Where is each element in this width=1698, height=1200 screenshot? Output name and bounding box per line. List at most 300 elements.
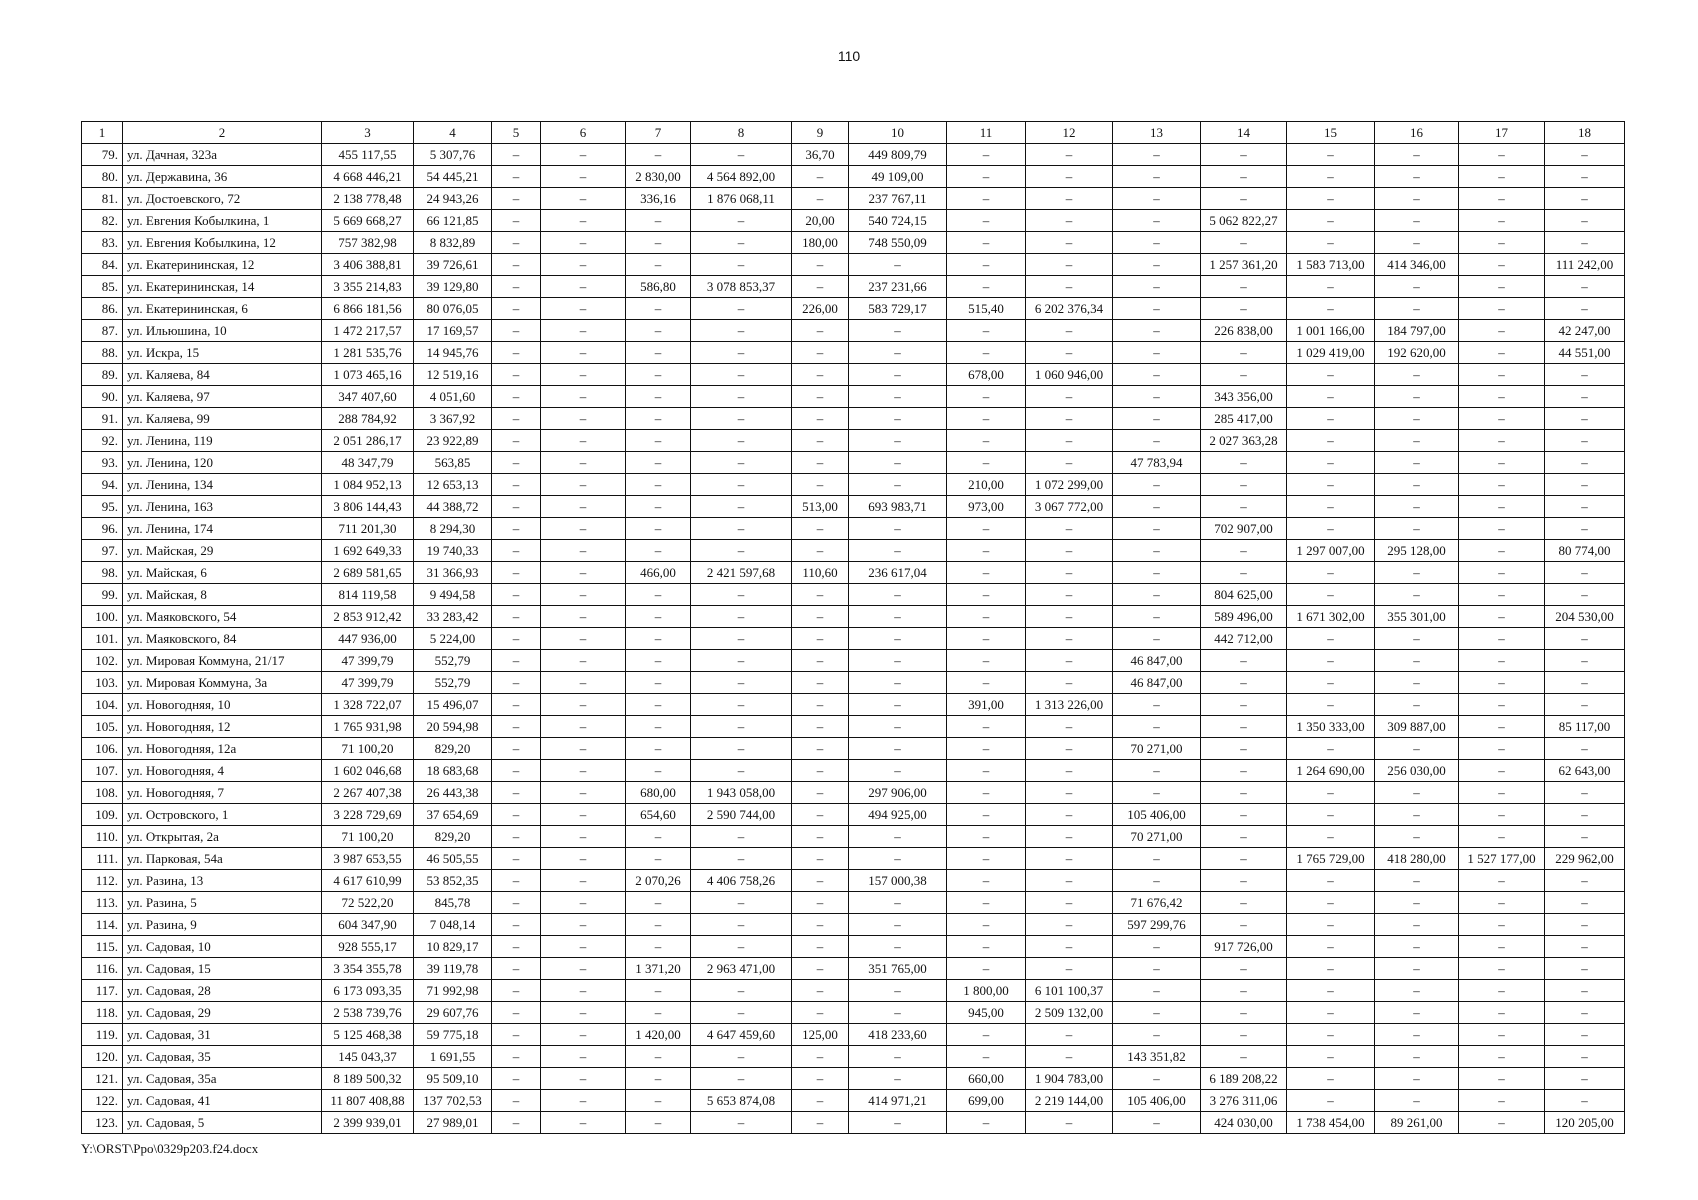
amount-cell: – <box>1375 562 1459 584</box>
amount-cell: – <box>792 694 849 716</box>
amount-cell: – <box>1545 672 1625 694</box>
amount-cell: – <box>1375 1002 1459 1024</box>
amount-cell: – <box>792 980 849 1002</box>
amount-cell: – <box>792 342 849 364</box>
amount-cell: – <box>947 936 1026 958</box>
amount-cell: – <box>626 452 691 474</box>
amount-cell: 1 671 302,00 <box>1287 606 1375 628</box>
amount-cell: 236 617,04 <box>849 562 947 584</box>
amount-cell: – <box>947 430 1026 452</box>
amount-cell: – <box>1375 364 1459 386</box>
amount-cell: – <box>947 518 1026 540</box>
address-cell: ул. Евгения Кобылкина, 1 <box>123 210 322 232</box>
amount-cell: – <box>1375 958 1459 980</box>
amount-cell: – <box>1287 870 1375 892</box>
amount-cell: – <box>492 826 541 848</box>
amount-cell: – <box>1545 826 1625 848</box>
amount-cell: – <box>691 826 792 848</box>
amount-cell: – <box>1026 1046 1113 1068</box>
amount-cell: – <box>626 606 691 628</box>
amount-cell: 14 945,76 <box>414 342 492 364</box>
amount-cell: – <box>1459 650 1545 672</box>
amount-cell: – <box>792 606 849 628</box>
amount-cell: – <box>1459 210 1545 232</box>
amount-cell: – <box>1201 496 1287 518</box>
row-number-cell: 119. <box>82 1024 123 1046</box>
row-number-cell: 118. <box>82 1002 123 1024</box>
column-header: 1 <box>82 122 123 144</box>
amount-cell: 973,00 <box>947 496 1026 518</box>
column-header: 13 <box>1113 122 1201 144</box>
column-header: 17 <box>1459 122 1545 144</box>
table-row <box>82 936 1625 958</box>
amount-cell: – <box>691 430 792 452</box>
amount-cell: – <box>492 782 541 804</box>
address-cell: ул. Майская, 29 <box>123 540 322 562</box>
address-cell: ул. Дачная, 323а <box>123 144 322 166</box>
amount-cell: 3 367,92 <box>414 408 492 430</box>
row-number-cell: 121. <box>82 1068 123 1090</box>
amount-cell: – <box>849 848 947 870</box>
amount-cell: 1 257 361,20 <box>1201 254 1287 276</box>
table-row <box>82 782 1625 804</box>
amount-cell: – <box>626 628 691 650</box>
amount-cell: 44 388,72 <box>414 496 492 518</box>
amount-cell: – <box>691 980 792 1002</box>
amount-cell: – <box>1459 342 1545 364</box>
amount-cell: – <box>1545 650 1625 672</box>
amount-cell: – <box>1459 430 1545 452</box>
table-row <box>82 694 1625 716</box>
amount-cell: – <box>849 452 947 474</box>
column-header: 12 <box>1026 122 1113 144</box>
amount-cell: – <box>626 1112 691 1134</box>
amount-cell: – <box>1459 716 1545 738</box>
amount-cell: – <box>541 166 626 188</box>
amount-cell: 44 551,00 <box>1545 342 1625 364</box>
amount-cell: – <box>1459 980 1545 1002</box>
amount-cell: – <box>1545 628 1625 650</box>
amount-cell: – <box>492 1024 541 1046</box>
table-row <box>82 628 1625 650</box>
amount-cell: – <box>1113 1112 1201 1134</box>
amount-cell: – <box>1026 870 1113 892</box>
amount-cell: 1 328 722,07 <box>322 694 414 716</box>
column-header: 4 <box>414 122 492 144</box>
amount-cell: – <box>947 144 1026 166</box>
address-cell: ул. Ленина, 134 <box>123 474 322 496</box>
amount-cell: 80 774,00 <box>1545 540 1625 562</box>
amount-cell: – <box>626 232 691 254</box>
amount-cell: – <box>1113 166 1201 188</box>
amount-cell: – <box>1545 914 1625 936</box>
amount-cell: – <box>1113 320 1201 342</box>
amount-cell: 23 922,89 <box>414 430 492 452</box>
amount-cell: – <box>541 562 626 584</box>
amount-cell: – <box>1287 496 1375 518</box>
amount-cell: – <box>541 716 626 738</box>
amount-cell: – <box>792 892 849 914</box>
amount-cell: – <box>792 584 849 606</box>
amount-cell: – <box>947 562 1026 584</box>
amount-cell: 42 247,00 <box>1545 320 1625 342</box>
address-cell: ул. Садовая, 31 <box>123 1024 322 1046</box>
amount-cell: – <box>492 496 541 518</box>
amount-cell: 53 852,35 <box>414 870 492 892</box>
table-row <box>82 738 1625 760</box>
amount-cell: 2 399 939,01 <box>322 1112 414 1134</box>
amount-cell: 71 100,20 <box>322 738 414 760</box>
amount-cell: 256 030,00 <box>1375 760 1459 782</box>
amount-cell: – <box>1026 958 1113 980</box>
amount-cell: 39 726,61 <box>414 254 492 276</box>
row-number-cell: 123. <box>82 1112 123 1134</box>
row-number-cell: 100. <box>82 606 123 628</box>
amount-cell: – <box>947 584 1026 606</box>
amount-cell: 8 294,30 <box>414 518 492 540</box>
amount-cell: 226 838,00 <box>1201 320 1287 342</box>
amount-cell: – <box>691 914 792 936</box>
amount-cell: 1 281 535,76 <box>322 342 414 364</box>
amount-cell: – <box>849 1046 947 1068</box>
amount-cell: – <box>947 650 1026 672</box>
amount-cell: 1 765 729,00 <box>1287 848 1375 870</box>
address-cell: ул. Майская, 8 <box>123 584 322 606</box>
amount-cell: – <box>1545 144 1625 166</box>
amount-cell: 3 276 311,06 <box>1201 1090 1287 1112</box>
amount-cell: – <box>626 386 691 408</box>
amount-cell: – <box>947 276 1026 298</box>
amount-cell: 466,00 <box>626 562 691 584</box>
amount-cell: – <box>1026 826 1113 848</box>
amount-cell: – <box>947 1024 1026 1046</box>
address-cell: ул. Маяковского, 54 <box>123 606 322 628</box>
amount-cell: – <box>1287 276 1375 298</box>
amount-cell: – <box>1026 760 1113 782</box>
amount-cell: – <box>1201 848 1287 870</box>
address-cell: ул. Разина, 13 <box>123 870 322 892</box>
amount-cell: – <box>541 364 626 386</box>
amount-cell: – <box>1113 386 1201 408</box>
amount-cell: – <box>541 782 626 804</box>
amount-cell: 1 800,00 <box>947 980 1026 1002</box>
table-row <box>82 540 1625 562</box>
amount-cell: – <box>1545 496 1625 518</box>
amount-cell: – <box>492 540 541 562</box>
amount-cell: – <box>1459 584 1545 606</box>
amount-cell: – <box>792 804 849 826</box>
amount-cell: – <box>792 188 849 210</box>
amount-cell: – <box>691 210 792 232</box>
amount-cell: – <box>1375 452 1459 474</box>
amount-cell: – <box>1113 408 1201 430</box>
amount-cell: – <box>626 430 691 452</box>
amount-cell: 110,60 <box>792 562 849 584</box>
address-cell: ул. Ильюшина, 10 <box>123 320 322 342</box>
amount-cell: – <box>1545 1046 1625 1068</box>
amount-cell: – <box>691 298 792 320</box>
amount-cell: – <box>1375 474 1459 496</box>
amount-cell: 3 228 729,69 <box>322 804 414 826</box>
amount-cell: – <box>1026 518 1113 540</box>
amount-cell: 845,78 <box>414 892 492 914</box>
amount-cell: – <box>1026 320 1113 342</box>
footer-file-path: Y:\ORST\Ppo\0329p203.f24.docx <box>81 1141 259 1156</box>
amount-cell: – <box>691 452 792 474</box>
table-row <box>82 232 1625 254</box>
row-number-cell: 93. <box>82 452 123 474</box>
amount-cell: – <box>1026 166 1113 188</box>
amount-cell: 391,00 <box>947 694 1026 716</box>
amount-cell: 288 784,92 <box>322 408 414 430</box>
row-number-cell: 103. <box>82 672 123 694</box>
amount-cell: – <box>1113 936 1201 958</box>
amount-cell: – <box>492 342 541 364</box>
address-cell: ул. Екатерининская, 14 <box>123 276 322 298</box>
amount-cell: – <box>626 342 691 364</box>
amount-cell: – <box>792 628 849 650</box>
amount-cell: – <box>691 474 792 496</box>
amount-cell: – <box>792 672 849 694</box>
row-number-cell: 84. <box>82 254 123 276</box>
amount-cell: – <box>1545 386 1625 408</box>
table-row <box>82 980 1625 1002</box>
amount-cell: 3 987 653,55 <box>322 848 414 870</box>
column-header: 14 <box>1201 122 1287 144</box>
amount-cell: – <box>626 1046 691 1068</box>
amount-cell: – <box>947 540 1026 562</box>
amount-cell: – <box>1459 826 1545 848</box>
row-number-cell: 101. <box>82 628 123 650</box>
amount-cell: 1 472 217,57 <box>322 320 414 342</box>
amount-cell: 515,40 <box>947 298 1026 320</box>
amount-cell: 72 522,20 <box>322 892 414 914</box>
amount-cell: – <box>1113 958 1201 980</box>
address-cell: ул. Каляева, 99 <box>123 408 322 430</box>
amount-cell: – <box>492 144 541 166</box>
row-number-cell: 98. <box>82 562 123 584</box>
amount-cell: – <box>1026 936 1113 958</box>
amount-cell: – <box>1113 628 1201 650</box>
amount-cell: – <box>492 606 541 628</box>
amount-cell: – <box>691 716 792 738</box>
amount-cell: – <box>1113 1002 1201 1024</box>
amount-cell: – <box>947 342 1026 364</box>
row-number-cell: 92. <box>82 430 123 452</box>
amount-cell: – <box>1287 430 1375 452</box>
amount-cell: – <box>1375 188 1459 210</box>
row-number-cell: 115. <box>82 936 123 958</box>
column-header: 18 <box>1545 122 1625 144</box>
amount-cell: – <box>1375 408 1459 430</box>
amount-cell: – <box>792 364 849 386</box>
amount-cell: – <box>541 914 626 936</box>
amount-cell: – <box>1026 408 1113 430</box>
amount-cell: – <box>492 628 541 650</box>
table-row <box>82 1024 1625 1046</box>
amount-cell: – <box>691 738 792 760</box>
address-cell: ул. Садовая, 15 <box>123 958 322 980</box>
table-row <box>82 210 1625 232</box>
amount-cell: 1 072 299,00 <box>1026 474 1113 496</box>
amount-cell: – <box>1545 188 1625 210</box>
amount-cell: – <box>492 364 541 386</box>
amount-cell: 125,00 <box>792 1024 849 1046</box>
amount-cell: – <box>1545 804 1625 826</box>
amount-cell: – <box>492 848 541 870</box>
amount-cell: – <box>492 804 541 826</box>
amount-cell: – <box>1459 1068 1545 1090</box>
amount-cell: 586,80 <box>626 276 691 298</box>
amount-cell: 1 692 649,33 <box>322 540 414 562</box>
address-cell: ул. Новогодняя, 4 <box>123 760 322 782</box>
row-number-cell: 114. <box>82 914 123 936</box>
amount-cell: 111 242,00 <box>1545 254 1625 276</box>
amount-cell: – <box>1287 1046 1375 1068</box>
row-number-cell: 80. <box>82 166 123 188</box>
amount-cell: – <box>541 496 626 518</box>
amount-cell: 3 067 772,00 <box>1026 496 1113 518</box>
table-row <box>82 1112 1625 1134</box>
address-cell: ул. Майская, 6 <box>123 562 322 584</box>
amount-cell: 297 906,00 <box>849 782 947 804</box>
amount-cell: – <box>1459 496 1545 518</box>
amount-cell: – <box>947 826 1026 848</box>
amount-cell: – <box>1201 474 1287 496</box>
amount-cell: 455 117,55 <box>322 144 414 166</box>
amount-cell: 15 496,07 <box>414 694 492 716</box>
table-row <box>82 848 1625 870</box>
table-row <box>82 1002 1625 1024</box>
amount-cell: – <box>1287 562 1375 584</box>
amount-cell: 19 740,33 <box>414 540 492 562</box>
amount-cell: 137 702,53 <box>414 1090 492 1112</box>
amount-cell: 210,00 <box>947 474 1026 496</box>
amount-cell: – <box>691 364 792 386</box>
table-row <box>82 650 1625 672</box>
row-number-cell: 110. <box>82 826 123 848</box>
amount-cell: – <box>541 826 626 848</box>
address-cell: ул. Садовая, 29 <box>123 1002 322 1024</box>
amount-cell: 4 406 758,26 <box>691 870 792 892</box>
amount-cell: – <box>1201 694 1287 716</box>
amount-cell: – <box>1459 958 1545 980</box>
amount-cell: – <box>1459 804 1545 826</box>
amount-cell: – <box>792 1046 849 1068</box>
amount-cell: 513,00 <box>792 496 849 518</box>
amount-cell: 2 538 739,76 <box>322 1002 414 1024</box>
address-cell: ул. Каляева, 97 <box>123 386 322 408</box>
amount-cell: – <box>1545 452 1625 474</box>
amount-cell: – <box>1026 210 1113 232</box>
amount-cell: – <box>849 738 947 760</box>
amount-cell: – <box>792 518 849 540</box>
amount-cell: – <box>849 1068 947 1090</box>
amount-cell: – <box>1287 386 1375 408</box>
amount-cell: – <box>1201 1002 1287 1024</box>
row-number-cell: 116. <box>82 958 123 980</box>
amount-cell: – <box>1287 364 1375 386</box>
amount-cell: 552,79 <box>414 650 492 672</box>
amount-cell: – <box>849 606 947 628</box>
table-row <box>82 760 1625 782</box>
amount-cell: 1 602 046,68 <box>322 760 414 782</box>
amount-cell: – <box>626 672 691 694</box>
amount-cell: – <box>1459 936 1545 958</box>
amount-cell: – <box>541 848 626 870</box>
amount-cell: 1 264 690,00 <box>1287 760 1375 782</box>
address-cell: ул. Открытая, 2а <box>123 826 322 848</box>
amount-cell: – <box>849 342 947 364</box>
amount-cell: – <box>492 936 541 958</box>
amount-cell: – <box>1201 1024 1287 1046</box>
amount-cell: 347 407,60 <box>322 386 414 408</box>
amount-cell: – <box>1375 518 1459 540</box>
column-header: 15 <box>1287 122 1375 144</box>
amount-cell: – <box>1375 1046 1459 1068</box>
row-number-cell: 122. <box>82 1090 123 1112</box>
row-number-cell: 95. <box>82 496 123 518</box>
amount-cell: – <box>1459 1112 1545 1134</box>
amount-cell: – <box>1375 936 1459 958</box>
amount-cell: – <box>1026 914 1113 936</box>
amount-cell: – <box>792 1002 849 1024</box>
amount-cell: – <box>1201 452 1287 474</box>
amount-cell: – <box>947 254 1026 276</box>
amount-cell: – <box>1113 1024 1201 1046</box>
amount-cell: 46 847,00 <box>1113 650 1201 672</box>
amount-cell: 563,85 <box>414 452 492 474</box>
amount-cell: – <box>1287 144 1375 166</box>
amount-cell: – <box>1113 276 1201 298</box>
amount-cell: – <box>626 980 691 1002</box>
amount-cell: 5 307,76 <box>414 144 492 166</box>
amount-cell: – <box>626 826 691 848</box>
address-cell: ул. Ленина, 120 <box>123 452 322 474</box>
amount-cell: 70 271,00 <box>1113 738 1201 760</box>
amount-cell: – <box>1113 782 1201 804</box>
amount-cell: – <box>1026 276 1113 298</box>
amount-cell: – <box>492 716 541 738</box>
amount-cell: 47 783,94 <box>1113 452 1201 474</box>
amount-cell: – <box>541 606 626 628</box>
amount-cell: – <box>1459 1024 1545 1046</box>
address-cell: ул. Мировая Коммуна, 3а <box>123 672 322 694</box>
amount-cell: – <box>947 760 1026 782</box>
amount-cell: 62 643,00 <box>1545 760 1625 782</box>
amount-cell: – <box>1375 650 1459 672</box>
amount-cell: – <box>849 694 947 716</box>
amount-cell: 20,00 <box>792 210 849 232</box>
amount-cell: – <box>1375 1090 1459 1112</box>
amount-cell: – <box>626 496 691 518</box>
amount-cell: 2 590 744,00 <box>691 804 792 826</box>
amount-cell: – <box>947 958 1026 980</box>
amount-cell: 589 496,00 <box>1201 606 1287 628</box>
amount-cell: – <box>1459 760 1545 782</box>
amount-cell: 2 509 132,00 <box>1026 1002 1113 1024</box>
amount-cell: – <box>792 1068 849 1090</box>
amount-cell: – <box>1545 210 1625 232</box>
amount-cell: – <box>691 1112 792 1134</box>
amount-cell: – <box>691 386 792 408</box>
amount-cell: 1 904 783,00 <box>1026 1068 1113 1090</box>
amount-cell: – <box>691 848 792 870</box>
amount-cell: – <box>947 892 1026 914</box>
amount-cell: – <box>792 1112 849 1134</box>
amount-cell: – <box>626 1090 691 1112</box>
amount-cell: – <box>1201 914 1287 936</box>
